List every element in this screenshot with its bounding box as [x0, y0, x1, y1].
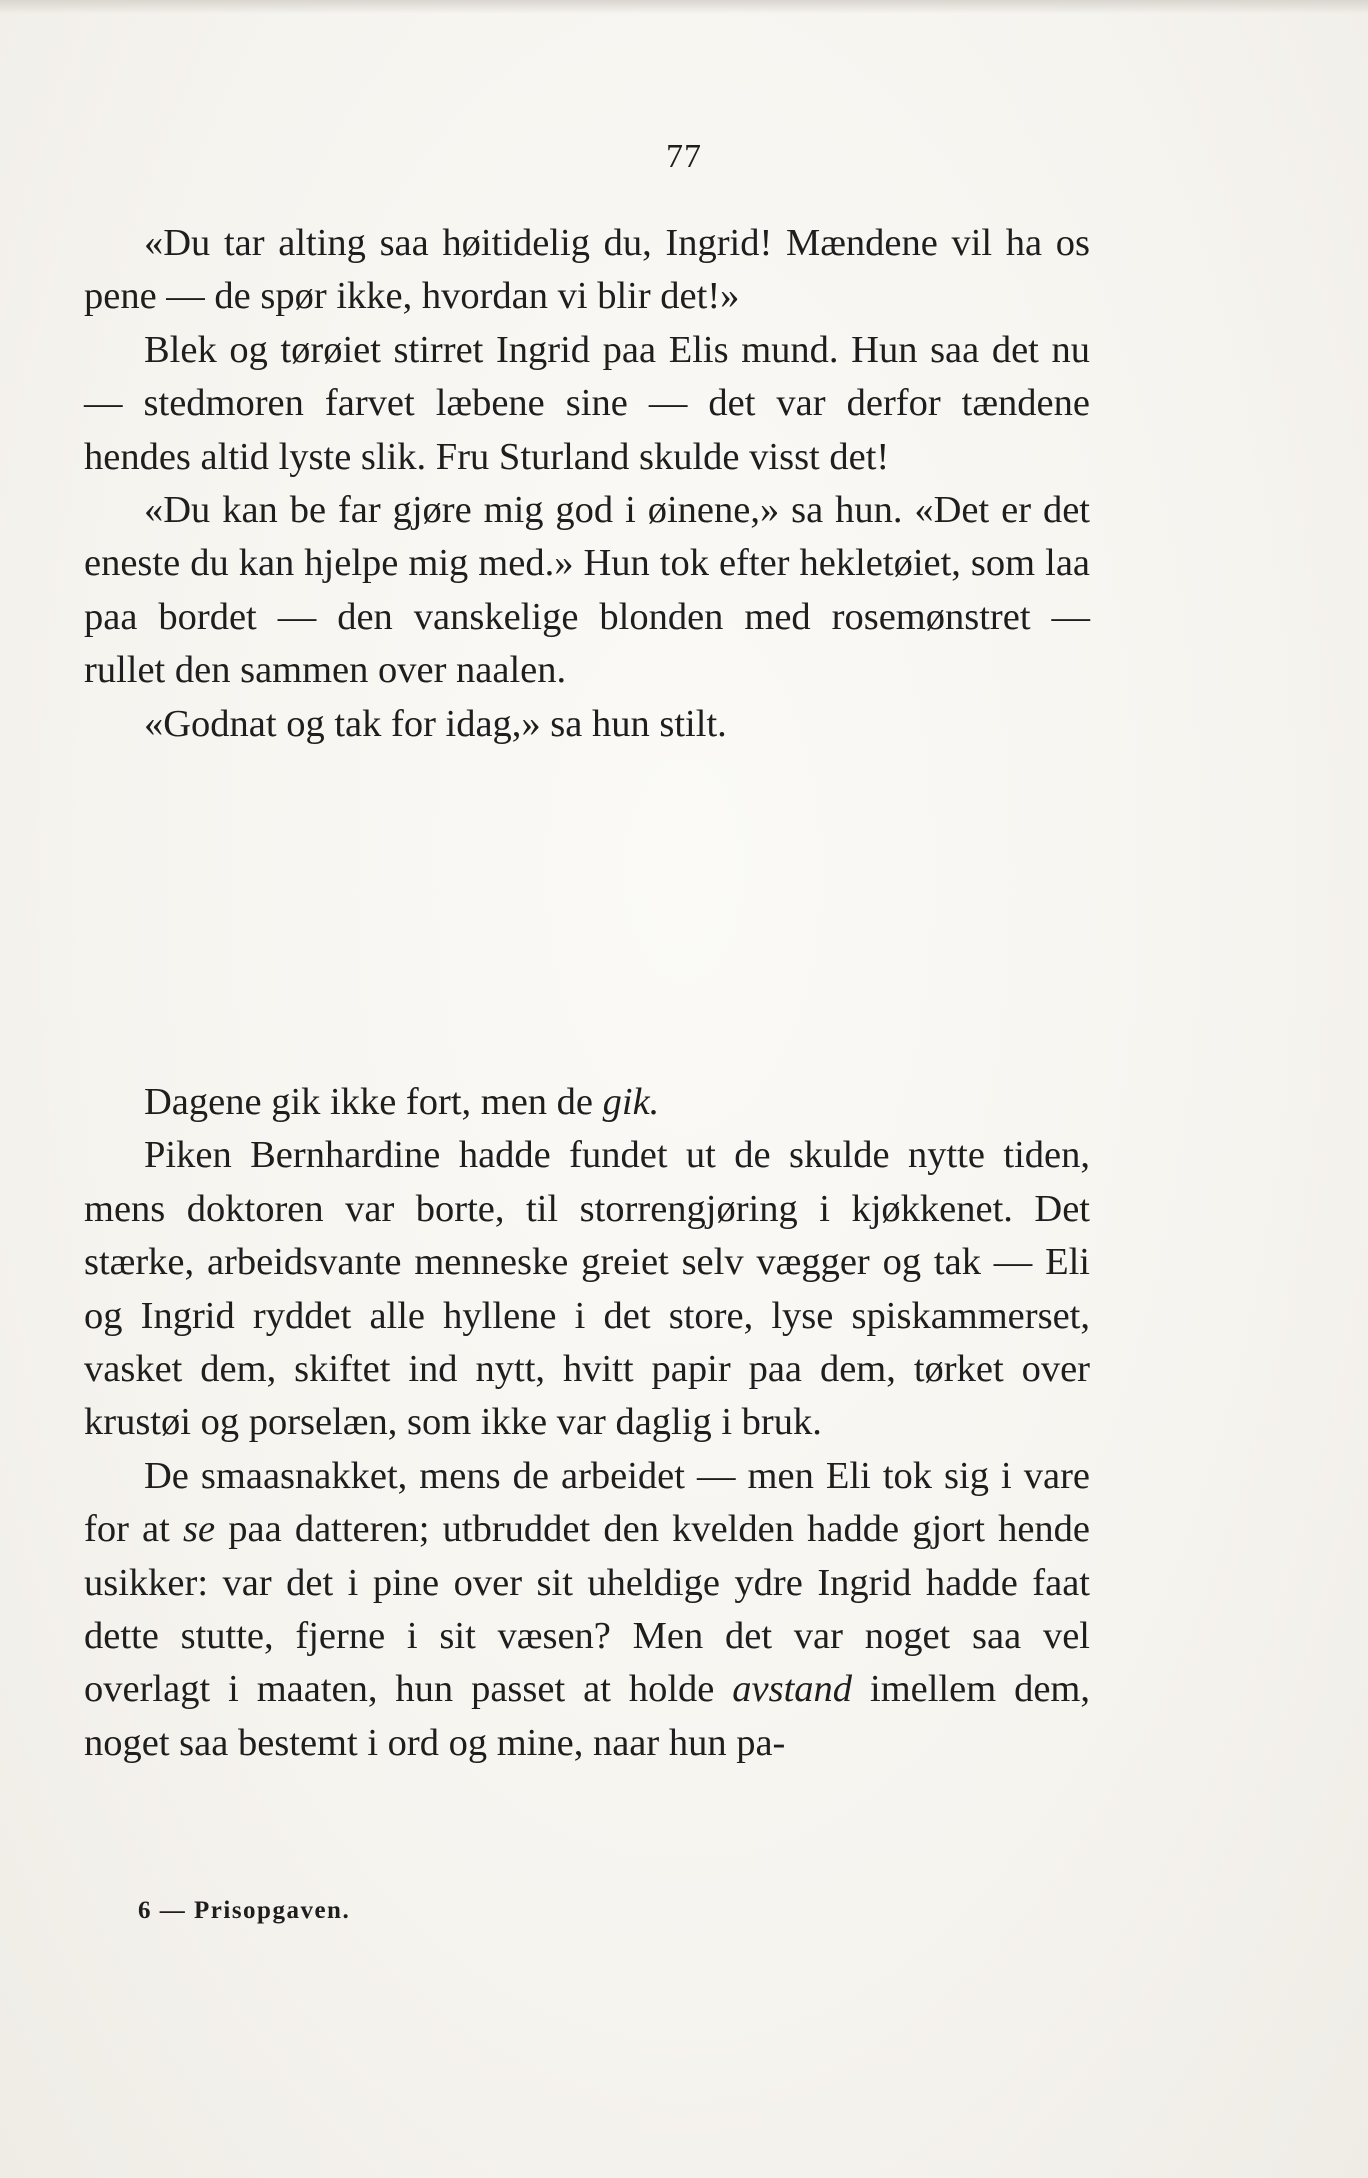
paragraph	[84, 1076, 1090, 1129]
page-number: 77	[666, 138, 702, 175]
italic-emphasis: avstand	[732, 1668, 853, 1711]
paragraph	[84, 1450, 1090, 1770]
paragraph-text: imellem dem, noget saa bestemt i ord og mine, naar hun pa-	[84, 1668, 1090, 1764]
paragraph-text: Dagene gik ikke fort, men de	[144, 1081, 603, 1123]
italic-emphasis: gik.	[602, 1081, 660, 1123]
page-top-edge	[0, 0, 1368, 14]
paragraph: Piken Bernhardine hadde fundet ut de skulde nytte tiden, mens doktoren var borte, til storrengjøring i kjøkkenet. Det stærke, arbeidsvante menneske greiet selv vægger og tak — Eli og Ingrid ryddet alle hyllene i det store, lyse spiskammerset, vasket dem, skiftet ind nytt, hvitt papir paa dem, tørket over krustøi og porselæn, som ikke var daglig i bruk.	[84, 1134, 1090, 1444]
signature-footer: 6 — Prisopgaven.	[138, 1897, 351, 1924]
paragraph: «Godnat og tak for idag,» sa hun stilt.	[144, 702, 727, 745]
paragraph-text: paa datteren; utbruddet den kvelden hadde gjort hende usikker: var det i pine over sit uheldige ydre Ingrid hadde faat dette stutte, fjerne i sit væsen? Men det var noget saa vel overlagt i maaten, hun passet at holde	[84, 1508, 1090, 1711]
paragraph-text: De smaasnakket, mens de arbeidet — men Eli tok sig i vare for at	[84, 1454, 1090, 1551]
paragraph: Blek og tørøiet stirret Ingrid paa Elis mund. Hun saa det nu — stedmoren farvet læbene sine — det var derfor tændene hendes altid lyste slik. Fru Sturland skulde visst det!	[84, 328, 1090, 478]
text-section-two	[84, 1076, 1090, 1770]
paragraph: «Du tar alting saa høitidelig du, Ingrid! Mændene vil ha os pene — de spør ikke, hvordan vi blir det!»	[84, 222, 1090, 318]
italic-emphasis: se	[183, 1508, 216, 1551]
text-section-one	[84, 217, 1090, 751]
paragraph: «Du kan be far gjøre mig god i øinene,» sa hun. «Det er det eneste du kan hjelpe mig med.» Hun tok efter hekletøiet, som laa paa bordet — den vanskelige blonden med rosemønstret — rullet den sammen over naalen.	[84, 489, 1090, 692]
